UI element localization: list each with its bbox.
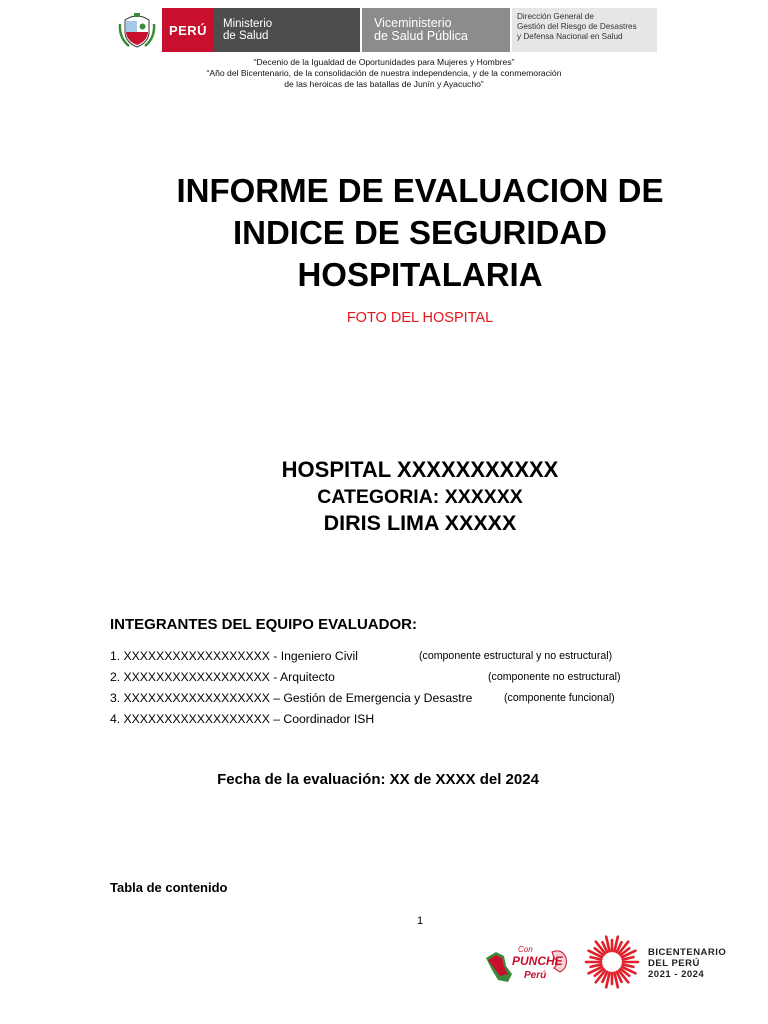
decenio-line2: “Año del Bicentenario, de la consolidación de nuestra independencia, y de la conmemoración (206, 68, 562, 78)
team-member-3 (110, 691, 615, 705)
bicent-line3: 2021 - 2024 (648, 969, 705, 980)
title-line3: HOSPITALARIA (297, 256, 543, 293)
ministry-line1: Ministerio (223, 18, 273, 30)
punche-line2: PUNCHE (512, 954, 563, 968)
member-text: 2. XXXXXXXXXXXXXXXXXX - Arquitecto (110, 670, 335, 684)
member-text: 3. XXXXXXXXXXXXXXXXXX – Gestión de Emergencia y Desastre (110, 691, 473, 705)
dg-line1: Dirección General de (517, 12, 594, 21)
bicentenario-text (648, 947, 726, 980)
title-line2: INDICE DE SEGURIDAD (232, 214, 608, 251)
member-text: 4. XXXXXXXXXXXXXXXXXX – Coordinador ISH (110, 712, 375, 726)
dg-line2: Gestión del Riesgo de Desastres (517, 22, 637, 31)
bicent-line1: BICENTENARIO (648, 947, 727, 958)
team-member-1 (110, 649, 613, 663)
member-note: (componente no estructural) (488, 671, 621, 683)
team-member-4 (110, 712, 374, 726)
bicent-line2: DEL PERÚ (648, 958, 700, 969)
hospital-category: CATEGORIA: XXXXXX (317, 486, 523, 508)
bicentenario-logo (582, 934, 732, 990)
decenio-line3: de las heroicas de las batallas de Junín y Ayacucho” (284, 79, 484, 89)
punche-line3: Perú (524, 970, 547, 981)
decenio-line1: “Decenio de la Igualdad de Oportunidades para Mujeres y Hombres” (253, 57, 515, 67)
con-punche-peru-logo (482, 938, 572, 990)
ministry-block (214, 8, 360, 52)
member-note: (componente funcional) (504, 692, 615, 704)
decenio-text (0, 57, 768, 90)
document-title (0, 170, 768, 296)
hospital-diris: DIRIS LIMA XXXXX (323, 511, 517, 535)
photo-placeholder-label: FOTO DEL HOSPITAL (346, 310, 494, 326)
toc-heading: Tabla de contenido (110, 880, 228, 895)
page-number: 1 (416, 915, 424, 927)
vice-line1: Viceministerio (374, 16, 452, 30)
member-note: (componente estructural y no estructural) (419, 650, 613, 662)
vice-line2: de Salud Pública (374, 29, 468, 43)
evaluation-date: Fecha de la evaluación: XX de XXXX del 2024 (217, 771, 539, 788)
ministry-line2: de Salud (223, 30, 269, 42)
vice-ministry-block (362, 8, 510, 52)
directorate-block (512, 8, 657, 52)
punche-line1: Con (518, 945, 533, 954)
hospital-name: HOSPITAL XXXXXXXXXXX (281, 457, 559, 482)
team-member-2 (110, 670, 621, 684)
bicentenario-sun-icon (582, 934, 642, 990)
title-line1: INFORME DE EVALUACION DE (176, 172, 664, 209)
header-banner (112, 8, 657, 52)
member-text: 1. XXXXXXXXXXXXXXXXXX - Ingeniero Civil (110, 649, 358, 663)
peru-label-block (162, 8, 214, 52)
country-label: PERÚ (168, 22, 208, 38)
dg-line3: y Defensa Nacional en Salud (517, 32, 623, 41)
team-heading: INTEGRANTES DEL EQUIPO EVALUADOR: (110, 616, 417, 633)
peru-coat-of-arms-icon (112, 8, 162, 52)
